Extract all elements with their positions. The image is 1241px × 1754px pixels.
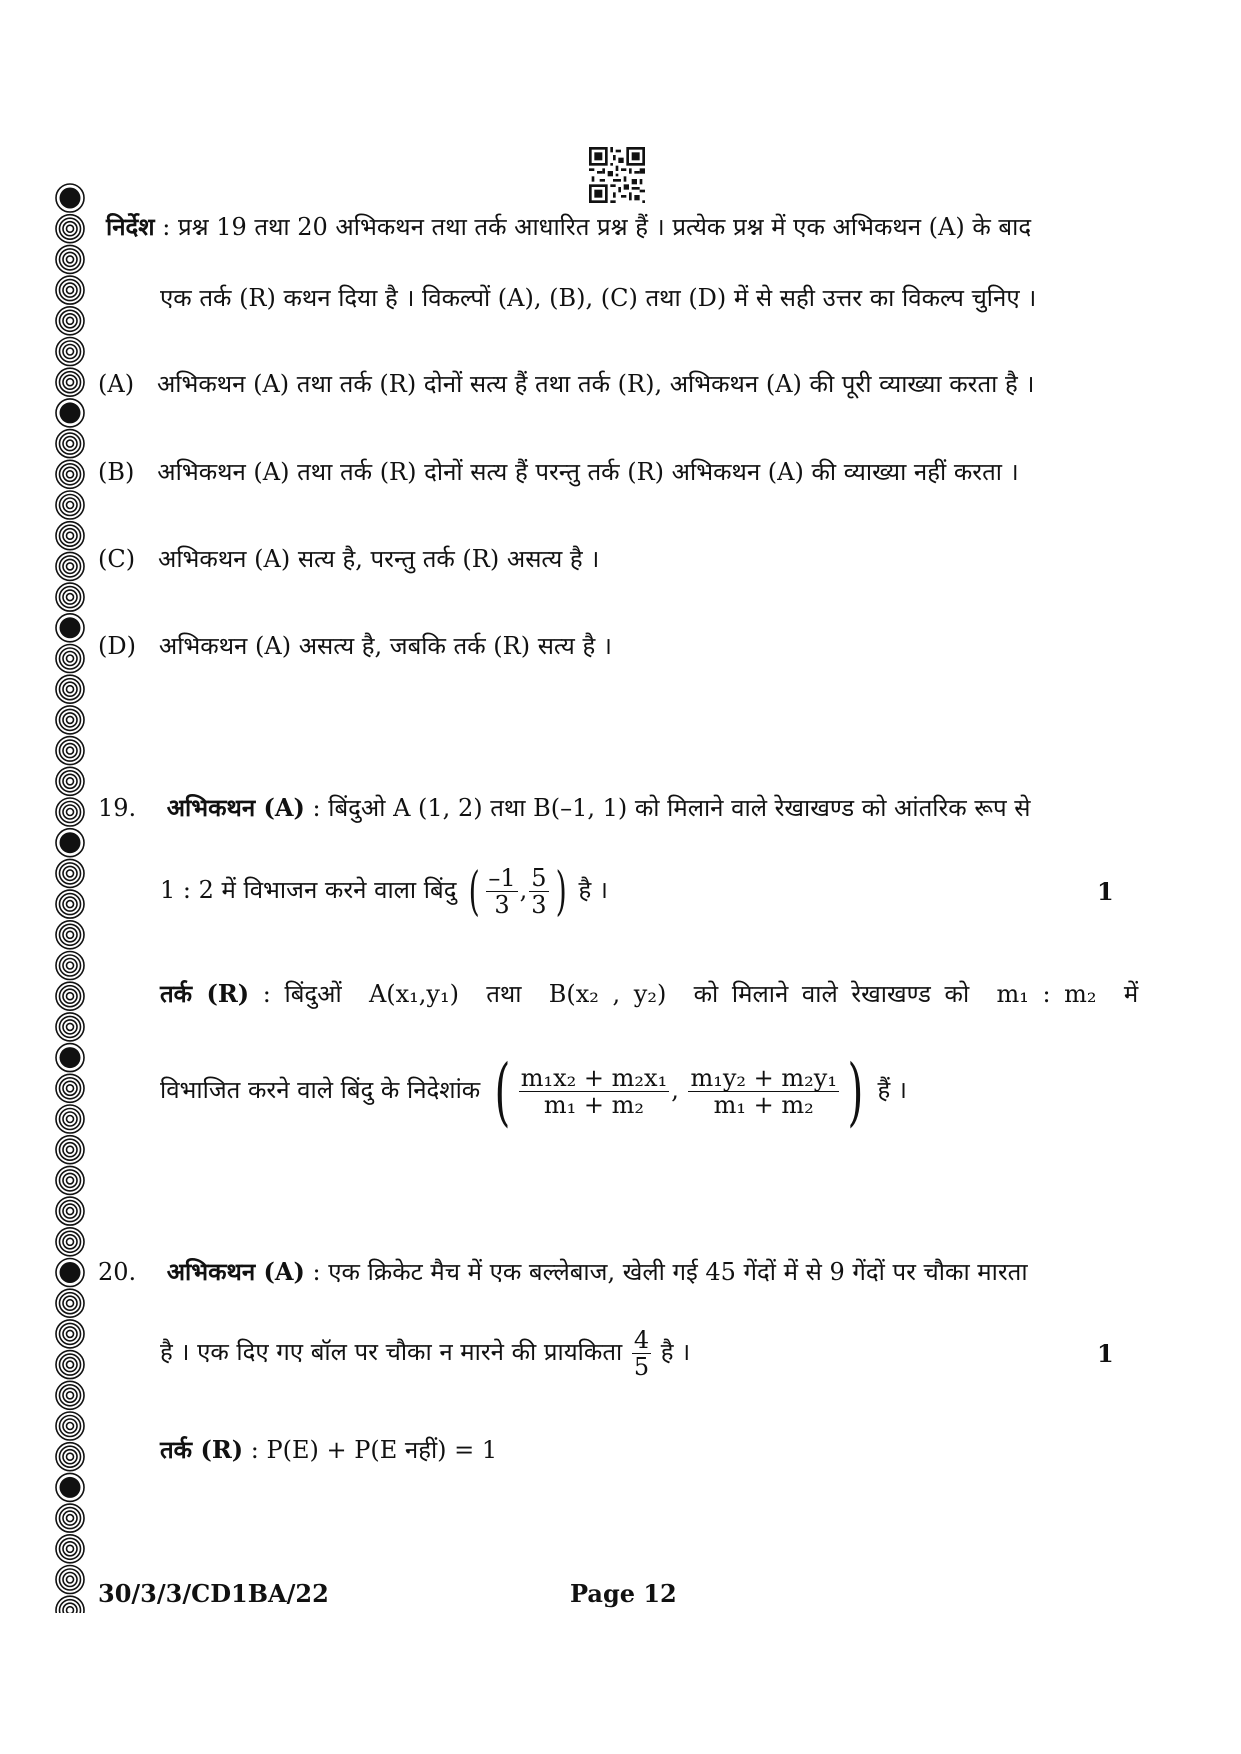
- assertion-end: है ।: [660, 1338, 691, 1366]
- concentric-ring-icon: [56, 307, 84, 335]
- concentric-ring-icon: [56, 1197, 84, 1225]
- concentric-ring-icon: [56, 1443, 84, 1471]
- right-paren: ): [555, 861, 567, 922]
- assertion-text: : बिंदुओ A (1, 2) तथा B(–1, 1) को मिलाने वाले रेखाखण्ड को आंतरिक रूप से: [312, 794, 1031, 822]
- q20-reason-line: [160, 1434, 497, 1466]
- concentric-ring-icon: [56, 368, 84, 396]
- instruction-text-1: : प्रश्न 19 तथा 20 अभिकथन तथा तर्क आधारित प्रश्न हैं । प्रत्येक प्रश्न में एक अभिकथन (A) के बाद: [162, 213, 1032, 241]
- instruction-line-1: [106, 211, 1031, 243]
- reason-text: : बिंदुओं: [262, 980, 342, 1008]
- fraction-numerator: 5: [531, 864, 547, 892]
- option-label: (D): [98, 632, 136, 660]
- concentric-ring-icon: [56, 430, 84, 458]
- assertion-label: अभिकथन (A): [166, 793, 305, 822]
- concentric-ring-icon: [56, 276, 84, 304]
- reason-text: : P(E) + P(E नहीं) = 1: [250, 1436, 498, 1464]
- footer-page-number: Page 12: [570, 1579, 677, 1608]
- concentric-ring-icon: [56, 583, 84, 611]
- q20-assertion-line-1: [98, 1256, 1028, 1288]
- reason-label: तर्क (R): [160, 1435, 244, 1464]
- comma: ,: [671, 1076, 679, 1104]
- assertion-text: : एक क्रिकेट मैच में एक बल्लेबाज, खेली गई 45 गेंदों में से 9 गेंदों पर चौका मारता: [312, 1258, 1028, 1286]
- fraction-denominator: 3: [494, 891, 510, 919]
- option-c: [98, 543, 599, 575]
- concentric-ring-icon: [56, 921, 84, 949]
- reason-end: हैं ।: [877, 1076, 907, 1104]
- concentric-ring-icon: [56, 338, 84, 366]
- fraction-numerator: –1: [488, 864, 516, 892]
- option-label: (A): [98, 370, 135, 398]
- coordinate-x-fraction: [519, 1065, 669, 1118]
- concentric-ring-icon: [56, 1320, 84, 1348]
- question-number: 19.: [98, 794, 137, 822]
- concentric-ring-icon: [56, 1074, 84, 1102]
- filled-ring-icon: [56, 1473, 84, 1501]
- concentric-ring-icon: [56, 645, 84, 673]
- option-text: अभिकथन (A) तथा तर्क (R) दोनों सत्य हैं तथा तर्क (R), अभिकथन (A) की पूरी व्याख्या करता है ।: [156, 370, 1035, 398]
- concentric-ring-icon: [56, 1136, 84, 1164]
- concentric-ring-icon: [56, 1535, 84, 1563]
- concentric-ring-icon: [56, 737, 84, 765]
- concentric-ring-icon: [56, 522, 84, 550]
- concentric-ring-icon: [56, 460, 84, 488]
- concentric-ring-icon: [56, 798, 84, 826]
- concentric-ring-icon: [56, 1351, 84, 1379]
- reason-text-c: में: [1123, 980, 1139, 1008]
- point-b: B(x₂ , y₂): [548, 980, 667, 1008]
- qr-code: [589, 147, 645, 203]
- concentric-ring-icon: [56, 952, 84, 980]
- q19-marks: 1: [1097, 877, 1114, 906]
- filled-ring-icon: [56, 399, 84, 427]
- concentric-ring-icon: [56, 982, 84, 1010]
- concentric-ring-icon: [56, 1013, 84, 1041]
- option-label: (B): [98, 458, 135, 486]
- ratio: m₁ : m₂: [996, 980, 1097, 1008]
- filled-ring-icon: [56, 1044, 84, 1072]
- instruction-line-2: एक तर्क (R) कथन दिया है । विकल्पों (A), (B), (C) तथा (D) में से सही उत्तर का विकल्प चुनिए ।: [160, 284, 1037, 312]
- filled-ring-icon: [56, 614, 84, 642]
- option-text: अभिकथन (A) सत्य है, परन्तु तर्क (R) असत्य है ।: [157, 545, 600, 573]
- fraction-denominator: m₁ + m₂: [713, 1091, 814, 1119]
- footer-paper-code: 30/3/3/CD1BA/22: [98, 1579, 329, 1608]
- option-a: [98, 368, 1034, 400]
- fraction-numerator: m₁x₂ + m₂x₁: [520, 1064, 668, 1092]
- assertion-text-2: है । एक दिए गए बॉल पर चौका न मारने की प्रायकिता: [160, 1338, 623, 1366]
- concentric-ring-icon: [56, 767, 84, 795]
- concentric-ring-icon: [56, 1381, 84, 1409]
- margin-ring-strip: [52, 183, 88, 1613]
- concentric-ring-icon: [56, 552, 84, 580]
- concentric-ring-icon: [56, 859, 84, 887]
- q19-assertion-line-2: [160, 860, 608, 920]
- fraction-denominator: 3: [531, 891, 547, 919]
- filled-ring-icon: [56, 1259, 84, 1287]
- fraction-x: [486, 865, 517, 918]
- fraction-y: [529, 865, 548, 918]
- right-paren: ): [847, 1048, 864, 1135]
- option-text: अभिकथन (A) असत्य है, जबकि तर्क (R) सत्य है ।: [158, 632, 612, 660]
- concentric-ring-icon: [56, 1228, 84, 1256]
- concentric-ring-icon: [56, 491, 84, 519]
- fraction-numerator: m₁y₂ + m₂y₁: [690, 1064, 837, 1092]
- concentric-ring-icon: [56, 1289, 84, 1317]
- reason-text-2: विभाजित करने वाले बिंदु के निदेशांक: [160, 1076, 481, 1104]
- concentric-ring-icon: [56, 1166, 84, 1194]
- question-number: 20.: [98, 1258, 137, 1286]
- option-d: [98, 630, 612, 662]
- option-b: [98, 456, 1019, 488]
- concentric-ring-icon: [56, 215, 84, 243]
- coordinate-y-fraction: [688, 1065, 838, 1118]
- filled-ring-icon: [56, 829, 84, 857]
- concentric-ring-icon: [56, 1566, 84, 1594]
- filled-ring-icon: [56, 184, 84, 212]
- q20-assertion-line-2: [160, 1322, 690, 1382]
- reason-tatha: तथा: [486, 980, 522, 1008]
- concentric-ring-icon: [56, 675, 84, 703]
- reason-text-b: को मिलाने वाले रेखाखण्ड को: [693, 980, 970, 1008]
- option-text: अभिकथन (A) तथा तर्क (R) दोनों सत्य हैं परन्तु तर्क (R) अभिकथन (A) की व्याख्या नहीं करता ।: [157, 458, 1019, 486]
- q19-reason-line-1: [160, 978, 1138, 1010]
- concentric-ring-icon: [56, 245, 84, 273]
- fraction-denominator: m₁ + m₂: [543, 1091, 645, 1119]
- concentric-ring-icon: [56, 1504, 84, 1532]
- point-a: A(x₁,y₁): [368, 980, 459, 1008]
- concentric-ring-icon: [56, 1412, 84, 1440]
- reason-label: तर्क (R): [160, 979, 250, 1008]
- concentric-ring-icon: [56, 890, 84, 918]
- q19-assertion-line-1: [98, 792, 1030, 824]
- concentric-ring-icon: [56, 706, 84, 734]
- q20-marks: 1: [1097, 1339, 1114, 1368]
- concentric-ring-icon: [56, 1105, 84, 1133]
- instruction-label: निर्देश: [106, 212, 155, 241]
- assertion-text-2: 1 : 2 में विभाजन करने वाला बिंदु: [160, 876, 457, 904]
- q19-reason-line-2: [160, 1048, 907, 1135]
- comma: ,: [519, 876, 528, 904]
- probability-fraction: [632, 1327, 651, 1380]
- left-paren: (: [468, 861, 480, 922]
- option-label: (C): [98, 545, 136, 573]
- left-paren: (: [494, 1048, 511, 1135]
- concentric-ring-icon: [56, 1596, 84, 1613]
- assertion-end: है ।: [578, 876, 608, 904]
- assertion-label: अभिकथन (A): [166, 1257, 305, 1286]
- fraction-numerator: 4: [633, 1326, 650, 1354]
- fraction-denominator: 5: [633, 1353, 650, 1381]
